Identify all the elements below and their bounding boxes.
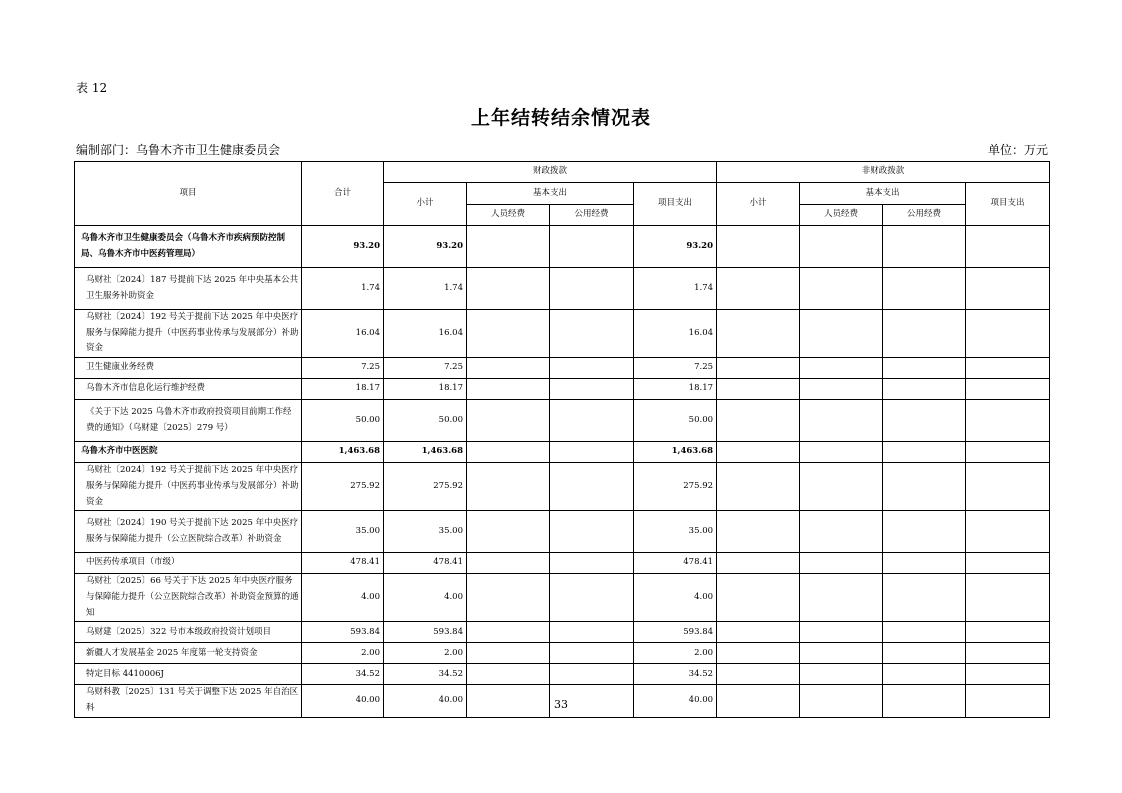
row-nonfiscal-personnel-cell [800, 664, 883, 685]
row-nonfiscal-personnel-cell [800, 310, 883, 358]
row-fiscal-subtotal-cell: 40.00 [384, 685, 467, 717]
row-fiscal-subtotal-cell: 478.41 [384, 553, 467, 574]
row-fiscal-personnel-cell [467, 643, 550, 664]
row-total-cell: 18.17 [302, 379, 384, 400]
table-body [75, 226, 1050, 718]
row-total-cell: 4.00 [302, 574, 384, 622]
row-nonfiscal-public-cell [883, 442, 966, 463]
row-total-cell: 50.00 [302, 400, 384, 442]
row-fiscal-personnel-cell [467, 622, 550, 643]
row-nonfiscal-project-cell [966, 664, 1050, 685]
header-fiscal-public: 公用经费 [550, 205, 634, 226]
row-fiscal-personnel-cell [467, 268, 550, 310]
row-fiscal-project-cell: 16.04 [634, 310, 717, 358]
table-row [75, 553, 1050, 574]
row-fiscal-personnel-cell [467, 310, 550, 358]
row-nonfiscal-project-cell [966, 358, 1050, 379]
header-fiscal-project: 项目支出 [634, 183, 717, 226]
row-fiscal-personnel-cell [467, 226, 550, 268]
row-fiscal-subtotal-cell: 4.00 [384, 574, 467, 622]
row-nonfiscal-project-cell [966, 511, 1050, 553]
row-fiscal-public-cell [550, 643, 634, 664]
row-name-cell: 乌鲁木齐市信息化运行维护经费 [75, 379, 302, 400]
header-nonfiscal: 非财政拨款 [717, 162, 1050, 183]
row-nonfiscal-personnel-cell [800, 622, 883, 643]
row-name-cell: 乌财社〔2024〕192 号关于提前下达 2025 年中央医疗服务与保障能力提升（中医药事业传承与发展部分）补助资金 [75, 463, 302, 511]
row-nonfiscal-personnel-cell [800, 400, 883, 442]
row-nonfiscal-subtotal-cell [717, 400, 800, 442]
row-fiscal-public-cell [550, 379, 634, 400]
row-total-cell: 34.52 [302, 664, 384, 685]
row-name-cell: 中医药传承项目（市级） [75, 553, 302, 574]
row-fiscal-personnel-cell [467, 553, 550, 574]
row-fiscal-public-cell [550, 400, 634, 442]
row-nonfiscal-project-cell [966, 310, 1050, 358]
row-fiscal-public-cell [550, 268, 634, 310]
table-row [75, 463, 1050, 511]
row-fiscal-project-cell: 40.00 [634, 685, 717, 717]
row-nonfiscal-public-cell [883, 553, 966, 574]
row-nonfiscal-project-cell [966, 463, 1050, 511]
row-fiscal-subtotal-cell: 18.17 [384, 379, 467, 400]
row-fiscal-public-cell [550, 358, 634, 379]
row-nonfiscal-public-cell [883, 400, 966, 442]
row-fiscal-personnel-cell [467, 664, 550, 685]
row-nonfiscal-personnel-cell [800, 442, 883, 463]
row-nonfiscal-subtotal-cell [717, 622, 800, 643]
row-nonfiscal-public-cell [883, 511, 966, 553]
row-nonfiscal-subtotal-cell [717, 379, 800, 400]
row-fiscal-project-cell: 7.25 [634, 358, 717, 379]
row-nonfiscal-public-cell [883, 310, 966, 358]
table-row [75, 574, 1050, 622]
row-nonfiscal-subtotal-cell [717, 358, 800, 379]
row-total-cell: 593.84 [302, 622, 384, 643]
row-nonfiscal-project-cell [966, 268, 1050, 310]
row-name-cell: 乌鲁木齐市卫生健康委员会（乌鲁木齐市疾病预防控制局、乌鲁木齐市中医药管理局） [75, 226, 302, 268]
row-name-cell: 卫生健康业务经费 [75, 358, 302, 379]
header-nonfiscal-basic: 基本支出 [800, 183, 966, 205]
row-nonfiscal-subtotal-cell [717, 226, 800, 268]
row-fiscal-project-cell: 478.41 [634, 553, 717, 574]
table-number: 表 12 [76, 81, 108, 95]
row-fiscal-project-cell: 4.00 [634, 574, 717, 622]
row-total-cell: 2.00 [302, 643, 384, 664]
row-name-cell: 乌财建〔2025〕322 号市本级政府投资计划项目 [75, 622, 302, 643]
table-row [75, 442, 1050, 463]
compiling-department: 编制部门：乌鲁木齐市卫生健康委员会 [76, 143, 281, 157]
page-number: 33 [554, 698, 568, 711]
row-fiscal-project-cell: 593.84 [634, 622, 717, 643]
header-nonfiscal-personnel: 人员经费 [800, 205, 883, 226]
carryover-balance-table [74, 161, 1050, 718]
row-nonfiscal-personnel-cell [800, 553, 883, 574]
row-name-cell: 新疆人才发展基金 2025 年度第一轮支持资金 [75, 643, 302, 664]
row-nonfiscal-personnel-cell [800, 463, 883, 511]
table-row [75, 310, 1050, 358]
row-fiscal-project-cell: 50.00 [634, 400, 717, 442]
row-fiscal-subtotal-cell: 50.00 [384, 400, 467, 442]
row-nonfiscal-project-cell [966, 643, 1050, 664]
row-fiscal-project-cell: 35.00 [634, 511, 717, 553]
row-fiscal-project-cell: 2.00 [634, 643, 717, 664]
table-row [75, 358, 1050, 379]
row-nonfiscal-personnel-cell [800, 226, 883, 268]
row-fiscal-public-cell [550, 226, 634, 268]
row-total-cell: 1,463.68 [302, 442, 384, 463]
row-total-cell: 16.04 [302, 310, 384, 358]
row-fiscal-public-cell [550, 553, 634, 574]
row-total-cell: 275.92 [302, 463, 384, 511]
row-nonfiscal-personnel-cell [800, 574, 883, 622]
table-row [75, 400, 1050, 442]
header-fiscal-subtotal: 小计 [384, 183, 467, 226]
row-fiscal-project-cell: 275.92 [634, 463, 717, 511]
row-nonfiscal-public-cell [883, 643, 966, 664]
row-fiscal-subtotal-cell: 1,463.68 [384, 442, 467, 463]
row-fiscal-public-cell [550, 574, 634, 622]
row-nonfiscal-public-cell [883, 358, 966, 379]
row-nonfiscal-project-cell [966, 400, 1050, 442]
row-nonfiscal-personnel-cell [800, 379, 883, 400]
row-fiscal-project-cell: 1.74 [634, 268, 717, 310]
row-total-cell: 478.41 [302, 553, 384, 574]
row-nonfiscal-public-cell [883, 664, 966, 685]
row-nonfiscal-subtotal-cell [717, 442, 800, 463]
row-nonfiscal-subtotal-cell [717, 643, 800, 664]
row-nonfiscal-public-cell [883, 268, 966, 310]
row-nonfiscal-public-cell [883, 226, 966, 268]
row-fiscal-personnel-cell [467, 511, 550, 553]
page-title: 上年结转结余情况表 [470, 107, 651, 129]
row-total-cell: 40.00 [302, 685, 384, 717]
row-nonfiscal-subtotal-cell [717, 574, 800, 622]
row-nonfiscal-personnel-cell [800, 358, 883, 379]
row-nonfiscal-personnel-cell [800, 268, 883, 310]
row-fiscal-project-cell: 93.20 [634, 226, 717, 268]
row-nonfiscal-public-cell [883, 379, 966, 400]
row-fiscal-subtotal-cell: 593.84 [384, 622, 467, 643]
row-nonfiscal-public-cell [883, 622, 966, 643]
row-name-cell: 乌财社〔2025〕66 号关于下达 2025 年中央医疗服务与保障能力提升（公立医院综合改革）补助资金预算的通知 [75, 574, 302, 622]
row-fiscal-subtotal-cell: 16.04 [384, 310, 467, 358]
row-fiscal-public-cell [550, 664, 634, 685]
header-fiscal-personnel: 人员经费 [467, 205, 550, 226]
row-nonfiscal-subtotal-cell [717, 511, 800, 553]
row-nonfiscal-project-cell [966, 226, 1050, 268]
row-fiscal-subtotal-cell: 7.25 [384, 358, 467, 379]
row-fiscal-public-cell [550, 511, 634, 553]
row-name-cell: 《关于下达 2025 乌鲁木齐市政府投资项目前期工作经费的通知》（乌财建〔2025〕279 号） [75, 400, 302, 442]
table-row [75, 643, 1050, 664]
row-fiscal-public-cell [550, 310, 634, 358]
row-nonfiscal-project-cell [966, 553, 1050, 574]
row-nonfiscal-subtotal-cell [717, 310, 800, 358]
row-nonfiscal-project-cell [966, 622, 1050, 643]
row-name-cell: 乌财科教〔2025〕131 号关于调整下达 2025 年自治区科 [75, 685, 302, 717]
row-fiscal-project-cell: 1,463.68 [634, 442, 717, 463]
row-fiscal-project-cell: 34.52 [634, 664, 717, 685]
table-row [75, 268, 1050, 310]
row-fiscal-project-cell: 18.17 [634, 379, 717, 400]
row-name-cell: 乌鲁木齐市中医医院 [75, 442, 302, 463]
row-nonfiscal-personnel-cell [800, 511, 883, 553]
header-item: 项目 [75, 162, 302, 226]
row-nonfiscal-project-cell [966, 379, 1050, 400]
row-nonfiscal-project-cell [966, 442, 1050, 463]
row-name-cell: 特定目标 4410006J [75, 664, 302, 685]
header-fiscal: 财政拨款 [384, 162, 717, 183]
row-nonfiscal-public-cell [883, 463, 966, 511]
row-fiscal-personnel-cell [467, 379, 550, 400]
row-fiscal-subtotal-cell: 35.00 [384, 511, 467, 553]
row-nonfiscal-personnel-cell [800, 643, 883, 664]
row-nonfiscal-subtotal-cell [717, 268, 800, 310]
table-row [75, 511, 1050, 553]
row-fiscal-subtotal-cell: 275.92 [384, 463, 467, 511]
table-row [75, 379, 1050, 400]
row-nonfiscal-public-cell [883, 574, 966, 622]
row-name-cell: 乌财社〔2024〕190 号关于提前下达 2025 年中央医疗服务与保障能力提升（公立医院综合改革）补助资金 [75, 511, 302, 553]
table-row [75, 226, 1050, 268]
row-nonfiscal-subtotal-cell [717, 463, 800, 511]
row-nonfiscal-subtotal-cell [717, 664, 800, 685]
header-nonfiscal-project: 项目支出 [966, 183, 1050, 226]
header-nonfiscal-subtotal: 小计 [717, 183, 800, 226]
table-row [75, 622, 1050, 643]
row-fiscal-personnel-cell [467, 400, 550, 442]
header-total: 合计 [302, 162, 384, 226]
row-nonfiscal-subtotal-cell [717, 553, 800, 574]
row-fiscal-subtotal-cell: 2.00 [384, 643, 467, 664]
row-total-cell: 1.74 [302, 268, 384, 310]
row-fiscal-subtotal-cell: 93.20 [384, 226, 467, 268]
row-fiscal-subtotal-cell: 1.74 [384, 268, 467, 310]
row-fiscal-personnel-cell [467, 442, 550, 463]
row-nonfiscal-project-cell [966, 574, 1050, 622]
row-fiscal-public-cell [550, 442, 634, 463]
row-total-cell: 93.20 [302, 226, 384, 268]
row-fiscal-subtotal-cell: 34.52 [384, 664, 467, 685]
row-name-cell: 乌财社〔2024〕192 号关于提前下达 2025 年中央医疗服务与保障能力提升（中医药事业传承与发展部分）补助资金 [75, 310, 302, 358]
unit-label: 单位：万元 [987, 143, 1048, 157]
row-fiscal-personnel-cell [467, 463, 550, 511]
row-fiscal-public-cell [550, 463, 634, 511]
header-nonfiscal-public: 公用经费 [883, 205, 966, 226]
row-fiscal-public-cell [550, 622, 634, 643]
row-name-cell: 乌财社〔2024〕187 号提前下达 2025 年中央基本公共卫生服务补助资金 [75, 268, 302, 310]
table-row [75, 664, 1050, 685]
row-total-cell: 7.25 [302, 358, 384, 379]
row-total-cell: 35.00 [302, 511, 384, 553]
row-fiscal-personnel-cell [467, 358, 550, 379]
header-fiscal-basic: 基本支出 [467, 183, 634, 205]
row-fiscal-personnel-cell [467, 574, 550, 622]
